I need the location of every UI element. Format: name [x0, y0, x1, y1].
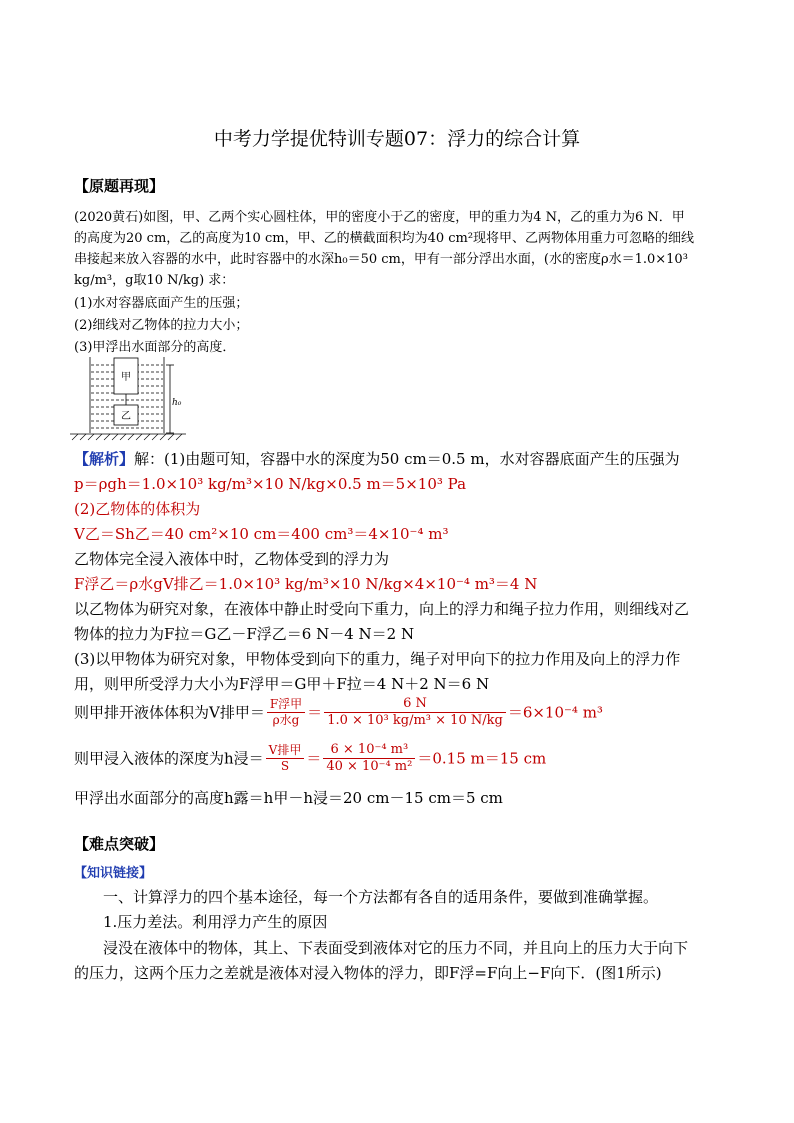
solution-tag: 【解析】	[74, 450, 135, 468]
solution-line-13: 甲浮出水面部分的高度h露＝h甲－h浸＝20 cm－15 cm＝5 cm	[74, 789, 503, 807]
label-yi: 乙	[121, 411, 131, 422]
solution-line-11: 则甲排开液体体积为V排甲＝ $\frac{\text{F浮甲}}{\text{ρ水g}}$ ＝ $\frac{6 N}{\text{1.0 × 10³ kg/m³ × 10 N/kg}}$ ＝6×10⁻⁴ m³	[74, 696, 603, 729]
question-2: (2)细线对乙物体的拉力大小；	[74, 318, 249, 333]
solution-line-3: (2)乙物体的体积为	[74, 500, 201, 518]
section-heading-original-problem: 【原题再现】	[74, 177, 165, 195]
question-1: (1)水对容器底面产生的压强；	[74, 296, 249, 311]
solution-line-12: 则甲浸入液体的深度为h浸＝ $\frac{\text{V排甲}}{S}$ ＝ $\frac{\text{6 × 10⁻⁴ m³}}{\text{40 × 10⁻⁴ m²}}$ ＝0.15 m＝15 cm	[74, 742, 547, 775]
problem-line-2: 的高度为20 cm，乙的高度为10 cm，甲、乙的横截面积均为40 cm²现将甲、乙两物体用重力可忽略的细线	[74, 231, 695, 246]
container-figure	[70, 355, 186, 441]
knowledge-tag: 【知识链接】	[74, 866, 153, 881]
knowledge-line-1: 一、计算浮力的四个基本途径，每一个方法都有各自的适用条件，要做到准确掌握。	[103, 888, 659, 906]
solution-line-10: 用，则甲所受浮力大小为F浮甲＝G甲＋F拉＝4 N＋2 N＝6 N	[74, 675, 490, 693]
section-heading-difficulty: 【难点突破】	[74, 835, 165, 853]
solution-line-4: V乙＝Sh乙＝40 cm²×10 cm＝400 cm³＝4×10⁻⁴ m³	[74, 525, 449, 543]
question-3: (3)甲浮出水面部分的高度．	[74, 340, 236, 355]
fraction-v-over-s: $\frac{\text{V排甲}}{S}$	[266, 743, 305, 774]
knowledge-line-3: 浸没在液体中的物体，其上、下表面受到液体对它的压力不同，并且向上的压力大于向下	[103, 939, 689, 957]
label-h0: h₀	[172, 398, 182, 408]
solution-line-9: (3)以甲物体为研究对象，甲物体受到向下的重力，绳子对甲向下的拉力作用及向上的浮力作	[74, 650, 681, 668]
label-jia: 甲	[121, 372, 131, 383]
problem-line-3: 串接起来放入容器的水中，此时容器中的水深h₀＝50 cm，甲有一部分浮出水面，(水的密度ρ水＝1.0×10³	[74, 252, 688, 267]
solution-line-1: 【解析】解：(1)由题可知，容器中水的深度为50 cm＝0.5 m，水对容器底面产生的压强为	[74, 450, 680, 468]
problem-line-1: (2020黄石)如图，甲、乙两个实心圆柱体，甲的密度小于乙的密度，甲的重力为4 N，乙的重力为6 N．甲	[74, 210, 685, 225]
solution-line-8: 物体的拉力为F拉＝G乙－F浮乙＝6 N－4 N＝2 N	[74, 625, 415, 643]
fraction-6n-over-rho-g: $\frac{6 N}{\text{1.0 × 10³ kg/m³ × 10 N/kg}}$	[324, 696, 506, 730]
solution-line-7: 以乙物体为研究对象，在液体中静止时受向下重力，向上的浮力和绳子拉力作用，则细线对乙	[74, 600, 690, 618]
problem-line-4: kg/m³，g取10 N/kg) 求：	[74, 273, 235, 288]
fraction-f-over-rho-g: $\frac{\text{F浮甲}}{\text{ρ水g}}$	[267, 697, 305, 728]
solution-line-2: p＝ρgh＝1.0×10³ kg/m³×10 N/kg×0.5 m＝5×10³ Pa	[74, 475, 467, 493]
solution-line-5: 乙物体完全浸入液体中时，乙物体受到的浮力为	[74, 550, 390, 568]
knowledge-line-4: 的压力，这两个压力之差就是液体对浸入物体的浮力，即F浮=F向上−F向下．(图1所示)	[74, 964, 662, 982]
fraction-volume-over-area: $\frac{\text{6 × 10⁻⁴ m³}}{\text{40 × 10⁻⁴ m²}}$	[323, 742, 415, 776]
solution-line-6: F浮乙＝ρ水gV排乙＝1.0×10³ kg/m³×10 N/kg×4×10⁻⁴ m³＝4 N	[74, 575, 538, 593]
knowledge-line-2: 1.压力差法。利用浮力产生的原因	[103, 913, 328, 931]
page-title: 中考力学提优特训专题07：浮力的综合计算	[213, 128, 581, 150]
